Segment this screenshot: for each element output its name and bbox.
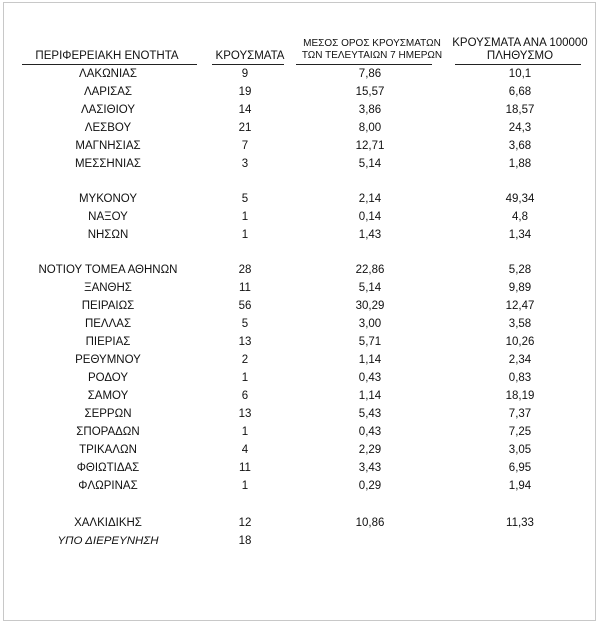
table-row — [0, 480, 600, 498]
per-100000-value: 1,88 — [508, 158, 532, 170]
cases-value: 7 — [241, 140, 249, 152]
per-100000-value: 2,34 — [508, 354, 532, 366]
cases-value: 19 — [238, 86, 252, 98]
table-row — [0, 140, 600, 158]
per-100000-value: 7,37 — [508, 408, 532, 420]
average-value: 0,14 — [358, 211, 382, 223]
average-value: 1,43 — [358, 229, 382, 241]
region-name: ΠΕΛΛΑΣ — [84, 318, 132, 330]
per-100000-value: 4,8 — [512, 211, 528, 223]
region-name: ΜΑΓΝΗΣΙΑΣ — [75, 140, 141, 152]
cases-value: 12 — [238, 517, 252, 529]
cases-value: 28 — [238, 264, 252, 276]
average-value: 0,43 — [358, 372, 382, 384]
per-100000-value: 5,28 — [508, 264, 532, 276]
table-row — [0, 282, 600, 300]
table-row — [0, 408, 600, 426]
region-name: ΡΕΘΥΜΝΟΥ — [75, 354, 141, 366]
average-value: 5,14 — [358, 282, 382, 294]
per-100000-value: 12,47 — [505, 300, 535, 312]
header-underline-per-100000 — [455, 64, 581, 65]
region-name: ΦΛΩΡΙΝΑΣ — [78, 480, 138, 492]
per-100000-value: 1,34 — [508, 229, 532, 241]
cases-value: 1 — [241, 480, 249, 492]
region-name: ΤΡΙΚΑΛΩΝ — [79, 444, 137, 456]
cases-value: 11 — [239, 282, 251, 294]
table-row — [0, 336, 600, 354]
cases-value: 5 — [241, 193, 249, 205]
average-value: 8,00 — [358, 122, 382, 134]
table-row — [0, 354, 600, 372]
average-value: 1,14 — [358, 354, 382, 366]
region-name: ΝΟΤΙΟΥ ΤΟΜΕΑ ΑΘΗΝΩΝ — [38, 264, 178, 276]
per-100000-value: 11,33 — [506, 517, 534, 529]
per-100000-value: 18,19 — [505, 390, 535, 402]
region-name: ΧΑΛΚΙΔΙΚΗΣ — [74, 517, 142, 529]
average-value: 30,29 — [355, 300, 385, 312]
table-row — [0, 390, 600, 408]
per-100000-value: 1,94 — [508, 480, 532, 492]
table-row — [0, 68, 600, 86]
average-value: 5,43 — [358, 408, 382, 420]
per-100000-value: 6,95 — [508, 462, 532, 474]
average-value: 5,14 — [358, 158, 382, 170]
cases-value: 18 — [238, 535, 252, 547]
average-value: 12,71 — [355, 140, 385, 152]
per-100000-value: 3,58 — [508, 318, 532, 330]
region-name: ΣΑΜΟΥ — [87, 390, 129, 402]
cases-value: 13 — [238, 408, 252, 420]
cases-value: 56 — [238, 300, 252, 312]
average-value: 10,86 — [355, 517, 385, 529]
cases-value: 14 — [238, 104, 252, 116]
cases-value: 9 — [241, 68, 249, 80]
per-100000-value: 24,3 — [508, 122, 532, 134]
region-name: ΣΠΟΡΑΔΩΝ — [76, 426, 140, 438]
cases-value: 11 — [239, 462, 251, 474]
cases-value: 2 — [241, 354, 249, 366]
per-100000-value: 3,05 — [508, 444, 532, 456]
cases-value: 1 — [241, 211, 249, 223]
average-value: 3,00 — [358, 318, 382, 330]
header-seven-day-average — [292, 38, 452, 62]
table-row — [0, 229, 600, 247]
table-row — [0, 426, 600, 444]
cases-value: 5 — [241, 318, 249, 330]
per-100000-value: 3,68 — [508, 140, 532, 152]
cases-value: 4 — [241, 444, 249, 456]
table-row — [0, 264, 600, 282]
average-value: 7,86 — [358, 68, 382, 80]
average-value: 3,86 — [358, 104, 382, 116]
cases-value: 6 — [241, 390, 249, 402]
table-row — [0, 158, 600, 176]
per-100000-value: 0,83 — [508, 372, 532, 384]
header-per-line-2: ΠΛΗΘΥΣΜΟ — [486, 50, 554, 62]
table-row — [0, 462, 600, 480]
per-100000-value: 7,25 — [508, 426, 532, 438]
header-avg-line-2: ΤΩΝ ΤΕΛΕΥΤΑΙΩΝ 7 ΗΜΕΡΩΝ — [301, 50, 443, 61]
per-100000-value: 6,68 — [508, 86, 532, 98]
per-100000-value: 10,1 — [508, 68, 532, 80]
header-avg-line-1: ΜΕΣΟΣ ΟΡΟΣ ΚΡΟΥΣΜΑΤΩΝ — [303, 38, 441, 49]
table-row — [0, 372, 600, 390]
region-name: ΝΑΞΟΥ — [88, 211, 128, 223]
cases-value: 3 — [241, 158, 249, 170]
region-name: ΛΕΣΒΟΥ — [84, 122, 132, 134]
average-value: 2,14 — [358, 193, 382, 205]
header-cases-per-100000 — [442, 37, 598, 63]
region-name: ΠΙΕΡΙΑΣ — [85, 336, 131, 348]
cases-value: 13 — [238, 336, 252, 348]
per-100000-value: 18,57 — [505, 104, 535, 116]
cases-value: 1 — [241, 372, 249, 384]
table-row — [0, 300, 600, 318]
average-value: 2,29 — [358, 444, 382, 456]
per-100000-value: 49,34 — [505, 193, 535, 205]
header-underline-average — [296, 64, 432, 65]
table-row — [0, 318, 600, 336]
region-name: ΣΕΡΡΩΝ — [84, 408, 132, 420]
per-100000-value: 10,26 — [505, 336, 535, 348]
header-region: ΠΕΡΙΦΕΡΕΙΑΚΗ ΕΝΟΤΗΤΑ — [35, 50, 179, 62]
average-value: 0,29 — [358, 480, 382, 492]
table-row — [0, 535, 600, 553]
average-value: 0,43 — [358, 426, 382, 438]
header-underline-cases — [212, 64, 284, 65]
region-name: ΠΕΙΡΑΙΩΣ — [81, 300, 135, 312]
region-name: ΜΕΣΣΗΝΙΑΣ — [74, 158, 142, 170]
table-row — [0, 444, 600, 462]
average-value: 1,14 — [358, 390, 382, 402]
region-name: ΞΑΝΘΗΣ — [84, 282, 132, 294]
region-name: ΦΘΙΩΤΙΔΑΣ — [76, 462, 140, 474]
region-name: ΛΑΡΙΣΑΣ — [83, 86, 133, 98]
header-underline-region — [22, 64, 197, 65]
average-value: 5,71 — [358, 336, 382, 348]
cases-value: 1 — [241, 229, 249, 241]
table-row — [0, 104, 600, 122]
table-row — [0, 86, 600, 104]
region-name: ΝΗΣΩΝ — [87, 229, 129, 241]
table-row — [0, 122, 600, 140]
header-per-line-1: ΚΡΟΥΣΜΑΤΑ ΑΝΑ 100000 — [452, 37, 588, 49]
region-name: ΛΑΣΙΘΙΟΥ — [80, 104, 136, 116]
average-value: 3,43 — [358, 462, 382, 474]
region-name: ΥΠΟ ΔΙΕΡΕΥΝΗΣΗ — [57, 535, 159, 547]
table-row — [0, 193, 600, 211]
table-row — [0, 211, 600, 229]
cases-value: 21 — [238, 122, 252, 134]
region-name: ΛΑΚΩΝΙΑΣ — [79, 68, 137, 80]
header-cases: ΚΡΟΥΣΜΑΤΑ — [215, 50, 285, 62]
region-name: ΜΥΚΟΝΟΥ — [78, 193, 138, 205]
per-100000-value: 9,89 — [508, 282, 532, 294]
average-value: 15,57 — [355, 86, 385, 98]
average-value: 22,86 — [355, 264, 385, 276]
cases-value: 1 — [241, 426, 249, 438]
region-name: ΡΟΔΟΥ — [87, 372, 129, 384]
table-row — [0, 517, 600, 535]
